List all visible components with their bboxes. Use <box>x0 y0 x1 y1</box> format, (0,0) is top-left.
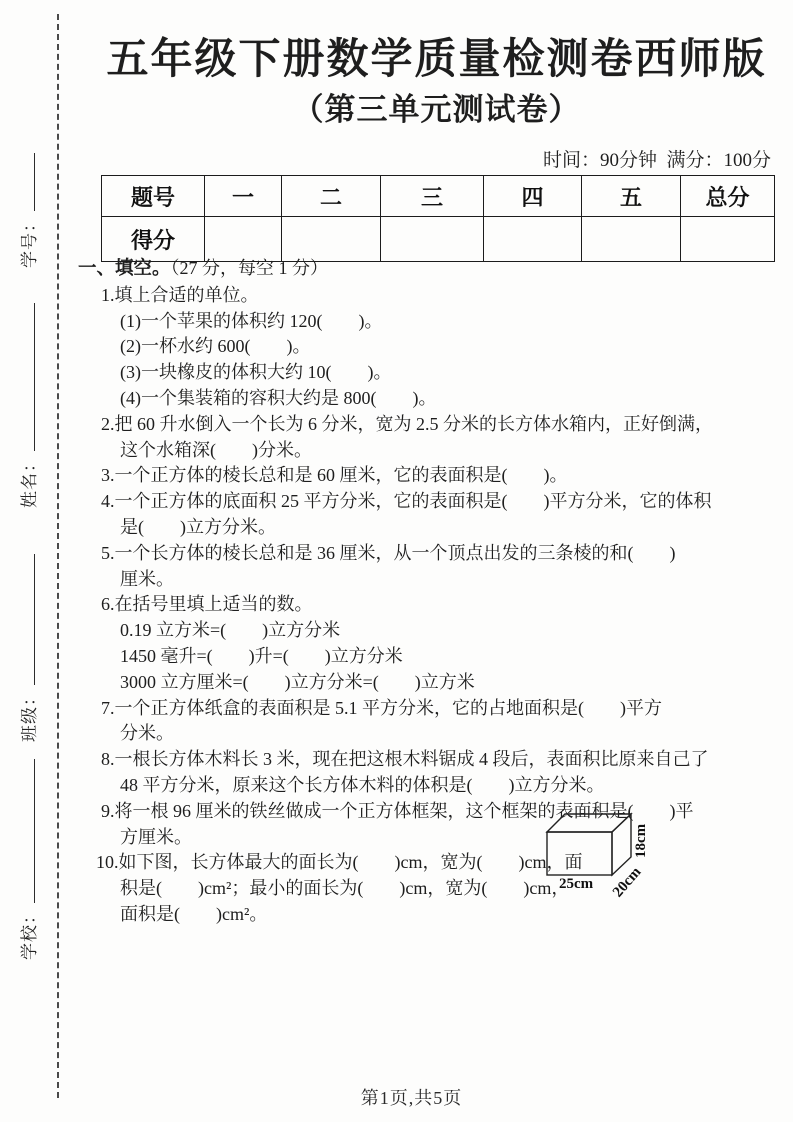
question-line: 1450 毫升=( )升=( )立方分米 <box>120 645 403 666</box>
section-heading-title: 一、填空。 <box>78 259 171 279</box>
score-cell-empty <box>205 217 282 262</box>
class-blank-line <box>32 554 35 685</box>
score-cell-empty <box>381 217 484 262</box>
score-header-cell: 三 <box>381 176 484 217</box>
question-line: 面积是( )cm²。 <box>120 903 268 924</box>
question-line: 厘米。 <box>120 568 174 589</box>
score-header-cell: 五 <box>582 176 681 217</box>
sidebar-field-class <box>15 554 40 742</box>
question-line: 10.如下图，长方体最大的面长为( )cm，宽为( )cm，面 <box>96 852 583 873</box>
page-subtitle: （第三单元测试卷） <box>292 92 581 127</box>
question-line: 方厘米。 <box>120 826 192 847</box>
question-line: 3.一个正方体的棱长总和是 60 厘米，它的表面积是( )。 <box>101 465 568 486</box>
cuboid-figure <box>543 806 677 901</box>
figure-height-label: 18cm <box>633 823 649 858</box>
question-line: 分米。 <box>120 723 174 744</box>
exam-meta: 时间：90分钟 满分：100分 <box>542 150 771 171</box>
question-line: 9.将一根 96 厘米的铁丝做成一个正方体框架，这个框架的表面积是( )平 <box>101 800 694 821</box>
school-blank-line <box>32 759 35 903</box>
page-title: 五年级下册数学质量检测卷西师版 <box>106 37 767 83</box>
left-dashed-divider <box>57 14 59 1098</box>
page-footer: 第1页,共5页 <box>360 1088 463 1108</box>
score-cell-empty <box>282 217 381 262</box>
question-line: 48 平方分米，原来这个长方体木料的体积是( )立方分米。 <box>120 774 605 795</box>
score-header-cell: 题号 <box>102 176 205 217</box>
class-label: 班级： <box>20 688 39 742</box>
question-line: 7.一个正方体纸盒的表面积是 5.1 平方分米，它的占地面积是( )平方 <box>101 697 662 718</box>
question-line: 0.19 立方米=( )立方分米 <box>120 620 341 641</box>
question-line: 这个水箱深( )分米。 <box>120 439 312 460</box>
question-line: 2.把 60 升水倒入一个长为 6 分米，宽为 2.5 分米的长方体水箱内，正好倒满， <box>101 413 713 434</box>
student-id-blank-line <box>32 153 35 211</box>
section-heading <box>78 256 782 283</box>
sidebar-field-student-id <box>15 153 40 268</box>
score-table-header-row <box>102 176 775 217</box>
question-line: 8.一根长方体木料长 3 米，现在把这根木料锯成 4 段后，表面积比原来自己了 <box>101 749 709 770</box>
name-blank-line <box>32 303 35 451</box>
question-line: (3)一块橡皮的体积大约 10( )。 <box>120 362 392 383</box>
score-header-cell: 总分 <box>681 176 775 217</box>
section-heading-note: （27 分，每空 1 分） <box>170 258 329 278</box>
score-row-label: 得分 <box>102 217 205 262</box>
score-table-score-row <box>102 217 775 262</box>
score-table <box>101 175 775 262</box>
sidebar-field-name <box>15 303 40 508</box>
question-line: 4.一个正方体的底面积 25 平方分米，它的表面积是( )平方分米，它的体积 <box>101 491 712 512</box>
score-cell-empty <box>582 217 681 262</box>
score-cell-empty <box>681 217 775 262</box>
question-line: (4)一个集装箱的容积大约是 800( )。 <box>120 387 437 408</box>
score-header-cell: 二 <box>282 176 381 217</box>
question-line: (2)一杯水约 600( )。 <box>120 336 311 357</box>
score-cell-empty <box>484 217 582 262</box>
score-header-cell: 四 <box>484 176 582 217</box>
figure-depth-label: 20cm <box>610 864 645 901</box>
question-line: 3000 立方厘米=( )立方分米=( )立方米 <box>120 671 475 692</box>
question-line: 5.一个长方体的棱长总和是 36 厘米，从一个顶点出发的三条棱的和( ) <box>101 542 676 563</box>
name-label: 姓名： <box>20 454 39 508</box>
question-line: 积是( )cm²；最小的面长为( )cm，宽为( )cm， <box>120 878 570 899</box>
score-header-cell: 一 <box>205 176 282 217</box>
question-line: (1)一个苹果的体积约 120( )。 <box>120 310 383 331</box>
figure-width-label: 25cm <box>559 876 594 892</box>
school-label: 学校： <box>20 906 39 960</box>
sidebar-field-school <box>15 759 40 960</box>
question-line: 是( )立方分米。 <box>120 516 276 537</box>
student-id-label: 学号： <box>20 214 39 268</box>
question-line: 1.填上合适的单位。 <box>101 284 259 305</box>
question-line: 6.在括号里填上适当的数。 <box>101 594 313 615</box>
